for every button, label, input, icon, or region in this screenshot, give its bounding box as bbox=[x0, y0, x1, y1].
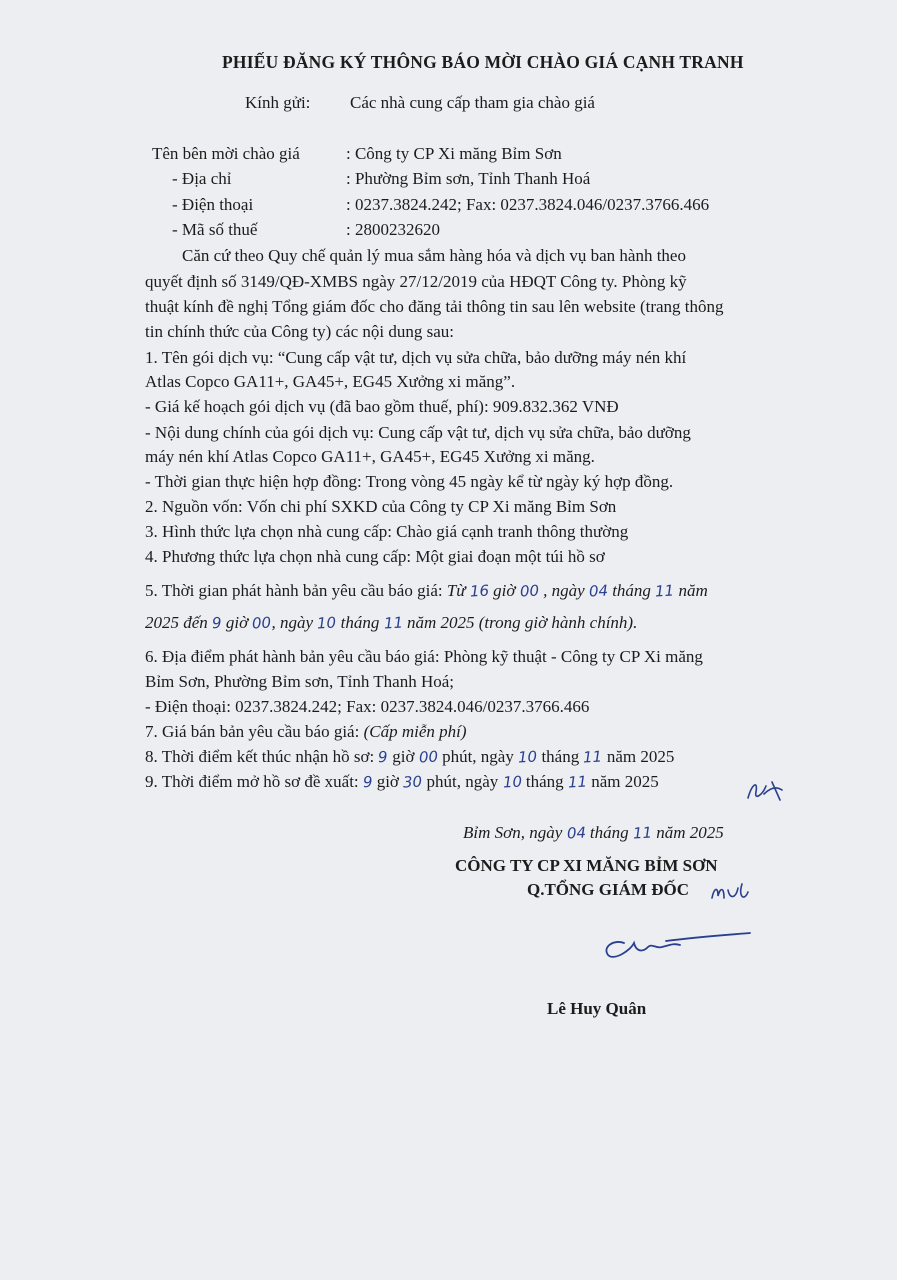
signature bbox=[596, 925, 756, 970]
handwritten-hour: 9 bbox=[211, 613, 223, 633]
info-value-tax: : 2800232620 bbox=[346, 220, 440, 239]
item-line: máy nén khí Atlas Copco GA11+, GA45+, EG45 Xưởng xi măng. bbox=[145, 447, 595, 466]
handwritten-day: 10 bbox=[316, 613, 337, 633]
handwritten-month: 11 bbox=[632, 823, 653, 843]
item5-line2 bbox=[145, 612, 637, 634]
item5-gio: giờ bbox=[488, 581, 520, 600]
item8-gio: giờ bbox=[388, 747, 419, 766]
handwritten-minute: 00 bbox=[251, 613, 272, 633]
item5-line1 bbox=[145, 580, 708, 602]
handwritten-month: 11 bbox=[654, 581, 675, 601]
item5-line2-a: 2025 đến bbox=[145, 613, 213, 632]
item8-ngay: phút, ngày bbox=[437, 747, 519, 766]
item5-thang2: tháng bbox=[336, 613, 384, 632]
item5-tu: Từ bbox=[446, 581, 470, 600]
item-line: 1. Tên gói dịch vụ: “Cung cấp vật tư, dịch vụ sửa chữa, bảo dưỡng máy nén khí bbox=[145, 348, 687, 367]
item-line: 2. Nguồn vốn: Vốn chi phí SXKD của Công ty CP Xi măng Bỉm Sơn bbox=[145, 497, 617, 516]
item5-ngay2: , ngày bbox=[271, 613, 318, 632]
handwritten-day: 04 bbox=[566, 823, 587, 843]
item5-nam: năm bbox=[674, 581, 708, 600]
paragraph-line: quyết định số 3149/QĐ-XMBS ngày 27/12/2019 của HĐQT Công ty. Phòng kỹ bbox=[145, 272, 687, 291]
item9-prefix: 9. Thời điểm mở hồ sơ đề xuất: bbox=[145, 772, 363, 791]
item9-line bbox=[145, 771, 659, 793]
item7-label: 7. Giá bán bản yêu cầu báo giá: bbox=[145, 722, 364, 741]
item5-prefix: 5. Thời gian phát hành bản yêu cầu báo giá: bbox=[145, 581, 447, 600]
item6-line: Bỉm Sơn, Phường Bỉm sơn, Tỉnh Thanh Hoá; bbox=[145, 672, 454, 691]
item5-tail: năm 2025 (trong giờ hành chính). bbox=[402, 613, 638, 632]
position-title: Q.TỔNG GIÁM ĐỐC bbox=[527, 880, 689, 899]
info-label-tax: - Mã số thuế bbox=[172, 220, 258, 239]
handwritten-month: 11 bbox=[583, 747, 604, 767]
item5-ngay: , ngày bbox=[538, 581, 589, 600]
document-title: PHIẾU ĐĂNG KÝ THÔNG BÁO MỜI CHÀO GIÁ CẠNH TRANH bbox=[222, 52, 744, 72]
info-value-address: : Phường Bỉm sơn, Tỉnh Thanh Hoá bbox=[346, 169, 591, 188]
handwritten-minute: 00 bbox=[519, 581, 540, 601]
item6-line: 6. Địa điểm phát hành bản yêu cầu báo giá: Phòng kỹ thuật - Công ty CP Xi măng bbox=[145, 647, 703, 666]
paragraph-line: tin chính thức của Công ty) các nội dung sau: bbox=[145, 322, 455, 341]
item9-gio: giờ bbox=[372, 772, 404, 791]
handwritten-day: 10 bbox=[502, 772, 523, 792]
info-label-name: Tên bên mời chào giá bbox=[152, 144, 300, 163]
handwritten-month: 11 bbox=[383, 613, 404, 633]
item8-thang: tháng bbox=[537, 747, 584, 766]
place-date-a: Bỉm Sơn, ngày bbox=[463, 823, 567, 842]
initials-mark bbox=[708, 878, 752, 908]
item8-prefix: 8. Thời điểm kết thúc nhận hồ sơ: bbox=[145, 747, 379, 766]
item9-thang: tháng bbox=[521, 772, 568, 791]
item6-line: - Điện thoại: 0237.3824.242; Fax: 0237.3824.046/0237.3766.466 bbox=[145, 697, 590, 716]
item7-value: (Cấp miễn phí) bbox=[363, 722, 467, 741]
handwritten-day: 10 bbox=[517, 747, 538, 767]
handwritten-minute: 30 bbox=[402, 772, 423, 792]
info-value-phone: : 0237.3824.242; Fax: 0237.3824.046/0237.3766.466 bbox=[346, 195, 710, 214]
item-line: 3. Hình thức lựa chọn nhà cung cấp: Chào giá cạnh tranh thông thường bbox=[145, 522, 629, 541]
item9-ngay: phút, ngày bbox=[422, 772, 503, 791]
item-line: Atlas Copco GA11+, GA45+, EG45 Xưởng xi măng”. bbox=[145, 372, 516, 391]
item-line: 4. Phương thức lựa chọn nhà cung cấp: Một giai đoạn một túi hồ sơ bbox=[145, 547, 605, 566]
item8-line bbox=[145, 746, 674, 768]
signer-name: Lê Huy Quân bbox=[547, 999, 647, 1018]
kinh-gui-label: Kính gửi: bbox=[245, 93, 311, 112]
item5-gio2: giờ bbox=[221, 613, 253, 632]
item5-thang: tháng bbox=[607, 581, 656, 600]
item-line: - Nội dung chính của gói dịch vụ: Cung cấp vật tư, dịch vụ sửa chữa, bảo dưỡng bbox=[145, 423, 691, 442]
handwritten-minute: 00 bbox=[418, 747, 439, 767]
info-value-name: : Công ty CP Xi măng Bỉm Sơn bbox=[346, 144, 562, 163]
handwritten-month: 11 bbox=[567, 772, 588, 792]
handwritten-day: 04 bbox=[588, 581, 609, 601]
handwritten-hour: 9 bbox=[377, 747, 389, 767]
info-label-address: - Địa chỉ bbox=[172, 169, 232, 188]
info-label-phone: - Điện thoại bbox=[172, 195, 254, 214]
item-line: - Thời gian thực hiện hợp đồng: Trong vòng 45 ngày kể từ ngày ký hợp đồng. bbox=[145, 472, 674, 491]
paragraph-line: thuật kính đề nghị Tổng giám đốc cho đăng tải thông tin sau lên website (trang thông bbox=[145, 297, 724, 316]
company-name: CÔNG TY CP XI MĂNG BỈM SƠN bbox=[455, 856, 718, 875]
place-date-line bbox=[463, 822, 724, 844]
place-date-b: tháng bbox=[585, 823, 633, 842]
place-date-c: năm 2025 bbox=[651, 823, 724, 842]
item7-line bbox=[145, 721, 467, 743]
handwritten-hour: 16 bbox=[469, 581, 490, 601]
initials-mark bbox=[744, 776, 786, 806]
handwritten-hour: 9 bbox=[362, 772, 373, 792]
kinh-gui-value: Các nhà cung cấp tham gia chào giá bbox=[350, 93, 595, 112]
item8-tail: năm 2025 bbox=[602, 747, 675, 766]
paragraph-line: Căn cứ theo Quy chế quản lý mua sắm hàng hóa và dịch vụ ban hành theo bbox=[182, 246, 686, 265]
item-line: - Giá kế hoạch gói dịch vụ (đã bao gồm thuế, phí): 909.832.362 VNĐ bbox=[145, 397, 619, 416]
item9-tail: năm 2025 bbox=[587, 772, 659, 791]
